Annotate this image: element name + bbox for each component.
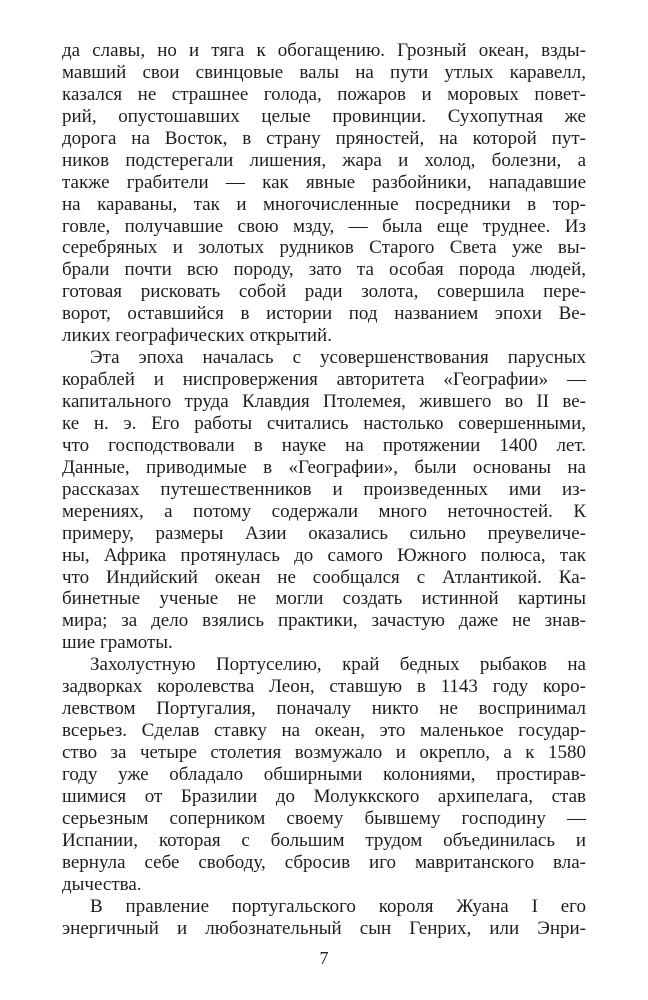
text-line: что Индийский океан не сообщался с Атлантикой. Ка- [62, 566, 586, 588]
text-line: Захолустную Портуселию, край бедных рыбаков на [90, 654, 586, 676]
text-line: бинетные ученые не могли создать истинной картины [62, 588, 586, 610]
text-line: готовая рисковать собой ради золота, совершила пере- [62, 281, 586, 303]
text-line: ликих географических открытий. [62, 325, 332, 347]
text-line: дорога на Восток, в страну пряностей, на которой пут- [62, 127, 586, 149]
text-line: серьезным соперником своему бывшему господину — [62, 807, 586, 829]
text-line: В правление португальского короля Жуана I его [90, 895, 586, 917]
text-line: мира; за дело взялись практики, зачастую даже не знав- [62, 610, 586, 632]
text-line: ке н. э. Его работы считались настолько совершенными, [62, 412, 586, 434]
paragraph [62, 347, 586, 654]
text-line: задворках королевства Леон, ставшую в 1143 году коро- [62, 676, 586, 698]
text-line: всерьез. Сделав ставку на океан, это маленькое государ- [62, 720, 586, 742]
text-line: левством Португалия, поначалу никто не воспринимал [62, 698, 586, 720]
paragraph [62, 40, 586, 347]
page-text [62, 40, 586, 939]
text-line: что господствовали в науке на протяжении 1400 лет. [62, 434, 586, 456]
text-line: Эта эпоха началась с усовершенствования парусных [90, 347, 586, 369]
text-line: рассказах путешественников и произведенных ими из- [62, 478, 586, 500]
text-line: рий, опустошавших целые провинции. Сухопутная же [62, 105, 586, 127]
text-line: примеру, размеры Азии оказались сильно преувеличе- [62, 522, 586, 544]
text-line: году уже обладало обширными колониями, простирав- [62, 763, 586, 785]
text-line: мавший свои свинцовые валы на пути утлых каравелл, [62, 61, 586, 83]
text-line: ны, Африка протянулась до самого Южного полюса, так [62, 544, 586, 566]
text-line: говле, получавшие свою мзду, — была еще труднее. Из [62, 215, 586, 237]
text-line: ников подстерегали лишения, жара и холод, болезни, а [62, 149, 586, 171]
text-line: капитального труда Клавдия Птолемея, жившего во II ве- [62, 391, 586, 412]
text-line: на караваны, так и многочисленные посредники в тор- [62, 193, 586, 215]
text-line: кораблей и ниспровержения авторитета «Географии» — [62, 369, 586, 391]
text-line: шие грамоты. [62, 632, 173, 654]
page-number: 7 [319, 948, 329, 968]
text-line: вернула себе свободу, сбросив иго мавританского вла- [62, 851, 586, 873]
paragraph [62, 896, 586, 940]
text-line: брали почти всю породу, зато та особая порода людей, [62, 259, 586, 281]
text-line: казался не страшнее голода, пожаров и моровых повет- [62, 83, 586, 105]
text-line: да славы, но и тяга к обогащению. Грозный океан, взды- [62, 40, 586, 61]
text-line: шимися от Бразилии до Молуккского архипелага, став [62, 785, 586, 807]
text-line: также грабители — как явные разбойники, нападавшие [62, 171, 586, 193]
text-line: серебряных и золотых рудников Старого Света уже вы- [62, 237, 586, 259]
text-line: Данные, приводимые в «Географии», были основаны на [62, 456, 586, 478]
text-line: Испании, которая с большим трудом объединилась и [62, 829, 586, 851]
text-line: дычества. [62, 873, 142, 895]
text-line: мерениях, а потому содержали много неточностей. К [62, 500, 586, 522]
text-line: ворот, оставшийся в истории под названием эпохи Ве- [62, 303, 586, 325]
text-line: энергичный и любознательный сын Генрих, или Энри- [62, 917, 586, 939]
paragraph [62, 654, 586, 895]
text-line: ство за четыре столетия возмужало и окрепло, а к 1580 [62, 742, 586, 763]
